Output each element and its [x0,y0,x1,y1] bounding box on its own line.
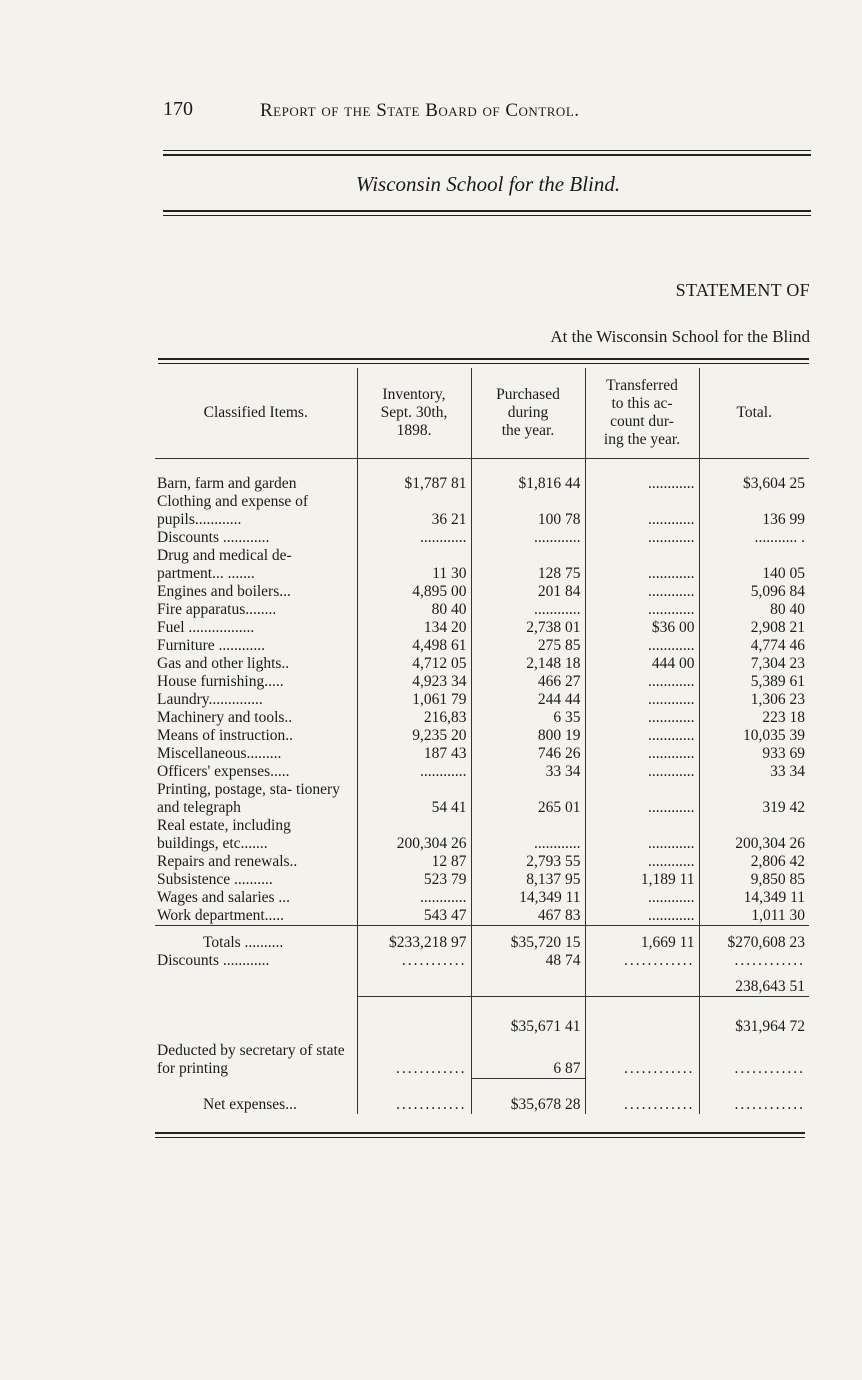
row-transferred-value: 444 00 [585,655,699,673]
row-purchased-value: $1,816 44 [471,475,585,493]
net-expenses-inventory: ............ [357,1078,471,1114]
row-total-value: 136 99 [762,511,805,528]
table-row [155,853,809,871]
table-row [155,907,809,926]
row-total-value: 223 18 [762,709,805,726]
discounts-transferred: ............ [585,952,699,970]
totals-label: Totals .......... [155,926,357,953]
table-row [155,871,809,889]
column-header-total: Total. [699,368,809,459]
row-transferred-value: ............ [585,889,699,907]
row-inventory-value: ............ [357,889,471,907]
row-purchased-value: 128 75 [471,547,585,583]
row-purchased-value: ............ [471,601,585,619]
table-row [155,619,809,637]
row-item-label: Gas and other lights.. [155,655,357,673]
row-inventory-value: 216,83 [357,709,471,727]
discounts-purchased: 48 74 [471,952,585,970]
row-item-label: Printing, postage, sta- tionery and telegraph [155,781,357,817]
row-item-label: Work department..... [155,907,357,926]
row-item-label: Drug and medical de- partment... ....... [155,547,357,583]
row-item-label: Wages and salaries ... [155,889,357,907]
table-rule-top [158,363,809,364]
row-transferred-value: ............ [585,853,699,871]
row-item-label: Real estate, including buildings, etc....... [155,817,357,853]
table-row [155,763,809,781]
net-purchased-row [155,996,809,1036]
statement-heading: STATEMENT OF [675,280,810,300]
row-purchased-value: 746 26 [471,745,585,763]
row-total-value: 140 05 [762,565,805,582]
running-title: Report of the State Board of Control. [260,100,580,121]
net-purchased-value: $35,671 41 [471,996,585,1036]
spacer-row [155,459,809,476]
table-row [155,601,809,619]
table-header-row [155,368,809,459]
table-rule-bottom-thick [155,1132,805,1134]
table-row [155,547,809,583]
row-inventory-value: 9,235 20 [357,727,471,745]
row-total-value: 1,011 30 [751,907,805,924]
row-total-value: ........... . [754,529,805,546]
row-total-value: 200,304 26 [735,835,805,852]
table-row [155,817,809,853]
deducted-total: ............ [734,1060,805,1077]
deducted-row [155,1036,809,1078]
net-expenses-row [155,1078,809,1114]
row-total-value: 1,306 23 [750,691,805,708]
row-transferred-value: ............ [585,475,699,493]
row-transferred-value: ............ [585,727,699,745]
row-total-value: 9,850 85 [750,871,805,888]
row-inventory-value: 523 79 [357,871,471,889]
row-purchased-value: 466 27 [471,673,585,691]
location-line: At the Wisconsin School for the Blind [550,327,810,346]
table-row [155,529,809,547]
row-item-label: Repairs and renewals.. [155,853,357,871]
row-inventory-value: 134 20 [357,619,471,637]
row-inventory-value: 54 41 [357,781,471,817]
deducted-purchased: 6 87 [471,1036,585,1078]
totals-transferred: 1,669 11 [585,926,699,953]
row-transferred-value: ............ [585,583,699,601]
column-header-items: Classified Items. [155,368,357,459]
row-inventory-value: 200,304 26 [357,817,471,853]
discounts-total: ............ [734,952,805,969]
row-transferred-value: ............ [585,763,699,781]
row-inventory-value: 80 40 [357,601,471,619]
row-transferred-value: 1,189 11 [585,871,699,889]
table-rule-top-thick [158,358,809,360]
row-transferred-value: $36 00 [585,619,699,637]
row-purchased-value: 201 84 [471,583,585,601]
header-rule-bottom [163,215,811,216]
row-total-value: 80 40 [770,601,805,618]
row-item-label: Clothing and expense of pupils............ [155,493,357,529]
row-inventory-value: 4,895 00 [357,583,471,601]
subtitle: Wisconsin School for the Blind. [355,172,621,196]
totals-purchased: $35,720 15 [471,926,585,953]
row-purchased-value: 244 44 [471,691,585,709]
discounts-label: Discounts ............ [155,952,357,970]
row-transferred-value: ............ [585,709,699,727]
row-item-label: Barn, farm and garden [155,475,357,493]
row-purchased-value: 33 34 [471,763,585,781]
column-header-transferred: Transferred to this ac- count dur- ing the year. [585,368,699,459]
table-row [155,709,809,727]
net-total-value: $31,964 72 [699,996,809,1036]
row-purchased-value: 100 78 [471,493,585,529]
row-item-label: Officers' expenses..... [155,763,357,781]
net-expenses-purchased: $35,678 28 [471,1078,585,1114]
row-item-label: Discounts ............ [155,529,357,547]
row-purchased-value: 2,793 55 [471,853,585,871]
row-total-value: 5,389 61 [750,673,805,690]
row-transferred-value: ............ [585,529,699,547]
row-purchased-value: 265 01 [471,781,585,817]
row-item-label: Subsistence .......... [155,871,357,889]
row-total-value: 5,096 84 [750,583,805,600]
table-row [155,781,809,817]
row-inventory-value: 4,923 34 [357,673,471,691]
row-transferred-value: ............ [585,601,699,619]
totals-row [155,926,809,953]
row-inventory-value: ............ [357,763,471,781]
row-transferred-value: ............ [585,781,699,817]
row-purchased-value: 467 83 [471,907,585,926]
row-transferred-value: ............ [585,547,699,583]
row-purchased-value: 800 19 [471,727,585,745]
row-item-label: Means of instruction.. [155,727,357,745]
row-item-label: Furniture ............ [155,637,357,655]
row-item-label: Miscellaneous......... [155,745,357,763]
row-inventory-value: 1,061 79 [357,691,471,709]
row-item-label: Laundry.............. [155,691,357,709]
row-inventory-value: $1,787 81 [357,475,471,493]
row-transferred-value: ............ [585,745,699,763]
row-purchased-value: ............ [471,529,585,547]
row-transferred-value: ............ [585,907,699,926]
row-total-value: 2,806 42 [750,853,805,870]
row-inventory-value: 4,712 05 [357,655,471,673]
deducted-inventory: ............ [357,1036,471,1078]
remaining-row [155,970,809,996]
row-total-value: 933 69 [762,745,805,762]
row-item-label: Fuel ................. [155,619,357,637]
row-total-value: 2,908 21 [750,619,805,636]
table-row [155,475,809,493]
page-number: 170 [163,98,193,120]
row-purchased-value: 2,148 18 [471,655,585,673]
row-transferred-value: ............ [585,691,699,709]
row-total-value: 33 34 [770,763,805,780]
row-inventory-value: ............ [357,529,471,547]
ledger-table [155,368,809,1114]
row-inventory-value: 187 43 [357,745,471,763]
column-header-purchased: Purchased during the year. [471,368,585,459]
row-purchased-value: 8,137 95 [471,871,585,889]
discounts-row [155,952,809,970]
row-item-label: Machinery and tools.. [155,709,357,727]
row-purchased-value: 275 85 [471,637,585,655]
discounts-inventory: ........... [357,952,471,970]
table-row [155,583,809,601]
row-transferred-value: ............ [585,817,699,853]
row-item-label: Engines and boilers... [155,583,357,601]
table-row [155,889,809,907]
row-total-value: $3,604 25 [743,475,805,492]
row-inventory-value: 543 47 [357,907,471,926]
table-row [155,637,809,655]
header-rule-top [163,150,811,151]
table-row [155,727,809,745]
header-rule-bottom-thick [163,210,811,212]
table-rule-bottom [155,1137,805,1138]
row-inventory-value: 4,498 61 [357,637,471,655]
net-expenses-total: ............ [734,1096,805,1113]
row-purchased-value: 2,738 01 [471,619,585,637]
row-total-value: 319 42 [762,799,805,816]
table-row [155,673,809,691]
row-item-label: House furnishing..... [155,673,357,691]
row-total-value: 4,774 46 [750,637,805,654]
row-total-value: 14,349 11 [743,889,805,906]
net-expenses-transferred: ............ [585,1078,699,1114]
totals-inventory: $233,218 97 [357,926,471,953]
row-transferred-value: ............ [585,493,699,529]
row-transferred-value: ............ [585,673,699,691]
row-inventory-value: 12 87 [357,853,471,871]
totals-total: $270,608 23 [699,926,809,953]
row-total-value: 7,304 23 [750,655,805,672]
row-inventory-value: 11 30 [357,547,471,583]
row-inventory-value: 36 21 [357,493,471,529]
net-expenses-label: Net expenses... [155,1078,357,1114]
row-purchased-value: 6 35 [471,709,585,727]
row-purchased-value: ............ [471,817,585,853]
column-header-inventory: Inventory, Sept. 30th, 1898. [357,368,471,459]
table-row [155,655,809,673]
deducted-label: Deducted by secretary of state for printing [155,1036,357,1078]
row-item-label: Fire apparatus........ [155,601,357,619]
row-purchased-value: 14,349 11 [471,889,585,907]
table-row [155,691,809,709]
table-row [155,493,809,529]
header-rule-top-thick [163,154,811,156]
row-total-value: 10,035 39 [743,727,805,744]
table-row [155,745,809,763]
remaining-total: 238,643 51 [735,977,805,995]
row-transferred-value: ............ [585,637,699,655]
deducted-transferred: ............ [585,1036,699,1078]
